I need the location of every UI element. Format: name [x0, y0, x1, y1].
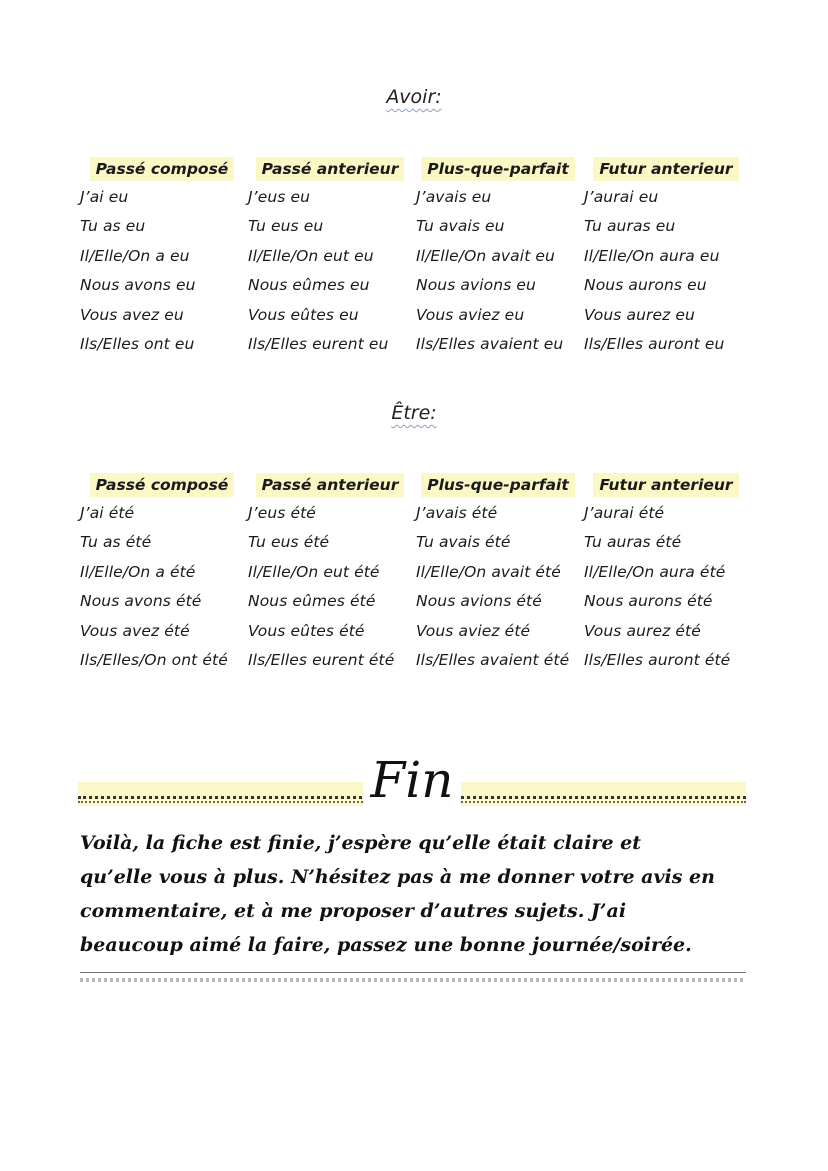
fin-heading-block [78, 752, 746, 812]
table-cell: Tu eus eu [248, 217, 324, 236]
header-label: Plus-que-parfait [421, 473, 575, 497]
closing-line: beaucoup aimé la faire, passez une bonne journée/soirée. [80, 934, 692, 956]
table-row [78, 587, 750, 617]
closing-line: commentaire, et à me proposer d’autres sujets. J’ai [80, 900, 627, 922]
closing-line: Voilà, la fiche est finie, j’espère qu’elle était claire et [80, 832, 642, 854]
table-row [78, 498, 750, 528]
header-plus-que-parfait [414, 155, 582, 182]
table-cell: J’avais eu [416, 187, 492, 206]
closing-divider-wavy [80, 978, 746, 982]
section-title-avoir [0, 86, 828, 108]
table-cell: Ils/Elles eurent eu [248, 335, 389, 354]
table-row [78, 182, 750, 212]
header-label: Passé anterieur [256, 473, 405, 497]
table-cell: Vous avez eu [80, 305, 184, 324]
header-passe-anterieur [246, 471, 414, 498]
table-cell: Tu eus été [248, 533, 330, 552]
closing-line: qu’elle vous à plus. N’hésitez pas à me donner votre avis en [80, 866, 715, 888]
table-cell: Nous eûmes eu [248, 276, 370, 295]
table-cell: Ils/Elles avaient eu [416, 335, 564, 354]
table-row [78, 271, 750, 301]
table-cell: Ils/Elles avaient été [416, 651, 570, 670]
table-cell: Tu avais eu [416, 217, 505, 236]
table-cell: Il/Elle/On eut eu [248, 246, 374, 265]
header-plus-que-parfait [414, 471, 582, 498]
table-cell: Vous aviez été [416, 621, 531, 640]
table-cell: J’aurai eu [584, 187, 659, 206]
table-cell: Vous aurez été [584, 621, 701, 640]
header-passe-compose [78, 155, 246, 182]
header-futur-anterieur [582, 471, 750, 498]
table-cell: Il/Elle/On avait eu [416, 246, 555, 265]
table-row [78, 528, 750, 558]
header-passe-anterieur [246, 155, 414, 182]
avoir-title-text: Avoir: [386, 86, 442, 108]
table-cell: Tu auras été [584, 533, 682, 552]
fin-title-text: Fin [363, 751, 462, 809]
table-cell: J’aurai été [584, 503, 665, 522]
table-cell: Il/Elle/On aura eu [584, 246, 720, 265]
table-cell: Tu as eu [80, 217, 146, 236]
fin-title [78, 750, 746, 810]
table-cell: Vous eûtes eu [248, 305, 359, 324]
etre-title-text: Être: [391, 402, 437, 424]
table-cell: Ils/Elles auront eu [584, 335, 725, 354]
table-cell: Vous aurez eu [584, 305, 695, 324]
closing-paragraph [80, 826, 760, 962]
table-cell: Tu auras eu [584, 217, 676, 236]
table-row [78, 241, 750, 271]
header-label: Plus-que-parfait [421, 157, 575, 181]
table-row [78, 557, 750, 587]
table-cell: Il/Elle/On a été [80, 562, 196, 581]
table-cell: Ils/Elles ont eu [80, 335, 195, 354]
table-row [78, 330, 750, 360]
table-row [78, 616, 750, 646]
avoir-conjugation-table [78, 155, 750, 359]
table-row [78, 300, 750, 330]
table-row [78, 212, 750, 242]
table-cell: J’avais été [416, 503, 498, 522]
table-cell: Nous avions été [416, 592, 542, 611]
table-cell: Il/Elle/On aura été [584, 562, 726, 581]
table-cell: Vous eûtes été [248, 621, 365, 640]
table-cell: Nous avons eu [80, 276, 196, 295]
table-cell: Ils/Elles/On ont été [80, 651, 228, 670]
table-cell: J’ai eu [80, 187, 129, 206]
header-label: Futur anterieur [593, 157, 738, 181]
table-cell: Nous aurons eu [584, 276, 707, 295]
table-cell: Nous eûmes été [248, 592, 376, 611]
table-cell: Ils/Elles auront été [584, 651, 731, 670]
table-cell: Tu avais été [416, 533, 511, 552]
header-passe-compose [78, 471, 246, 498]
table-row [78, 646, 750, 676]
header-label: Passé composé [90, 473, 235, 497]
table-cell: J’eus été [248, 503, 316, 522]
header-futur-anterieur [582, 155, 750, 182]
table-cell: Il/Elle/On eut été [248, 562, 380, 581]
table-cell: Il/Elle/On avait été [416, 562, 561, 581]
table-cell: Nous avions eu [416, 276, 536, 295]
table-cell: Nous avons été [80, 592, 202, 611]
table-cell: Vous avez été [80, 621, 190, 640]
etre-conjugation-table [78, 471, 750, 675]
table-cell: Ils/Elles eurent été [248, 651, 395, 670]
table-cell: J’ai été [80, 503, 135, 522]
table-cell: Vous aviez eu [416, 305, 525, 324]
table-header-row [78, 471, 750, 498]
table-header-row [78, 155, 750, 182]
header-label: Futur anterieur [593, 473, 738, 497]
header-label: Passé composé [90, 157, 235, 181]
section-title-etre [0, 402, 828, 424]
table-cell: Nous aurons été [584, 592, 713, 611]
header-label: Passé anterieur [256, 157, 405, 181]
closing-divider [80, 972, 746, 973]
table-cell: Il/Elle/On a eu [80, 246, 190, 265]
table-cell: J’eus eu [248, 187, 311, 206]
table-cell: Tu as été [80, 533, 152, 552]
